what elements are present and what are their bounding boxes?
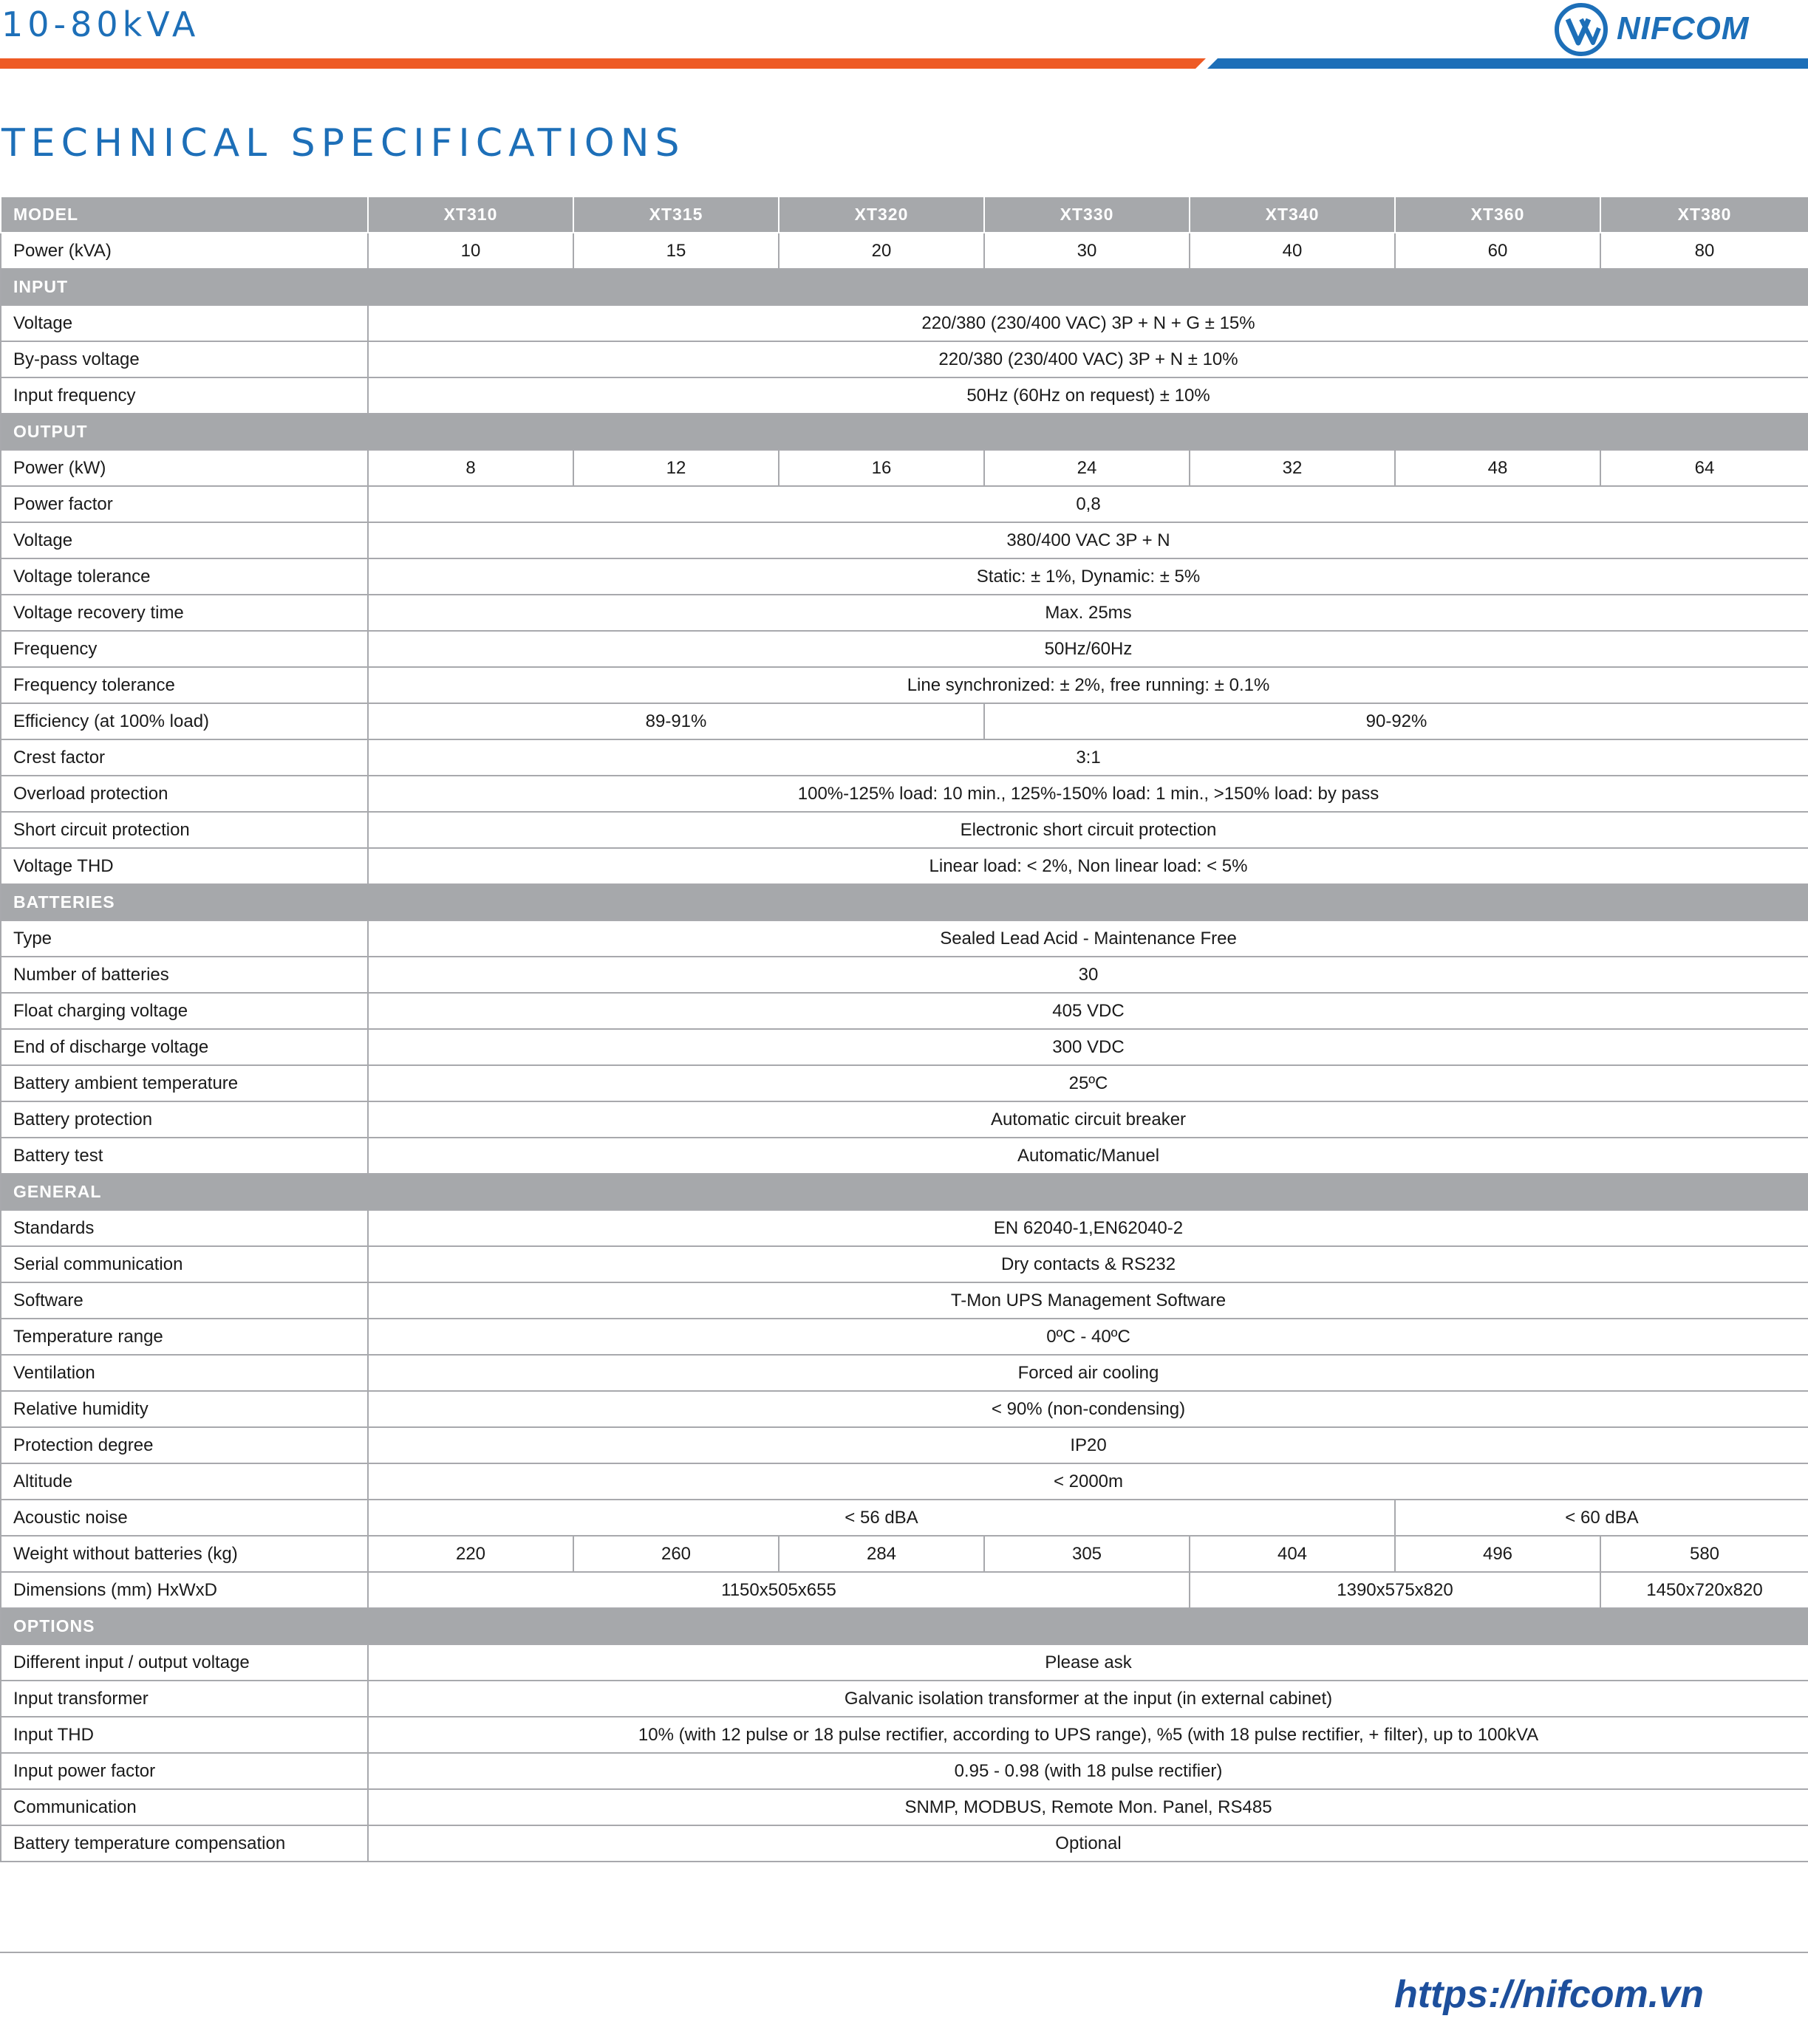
- table-row: [1, 341, 1808, 377]
- row-value: EN 62040-1,EN62040-2: [368, 1210, 1808, 1246]
- row-value: T-Mon UPS Management Software: [368, 1282, 1808, 1319]
- row-label: Communication: [1, 1789, 368, 1825]
- model-value: 48: [1395, 450, 1600, 486]
- row-label: Efficiency (at 100% load): [1, 703, 368, 739]
- row-value: Galvanic isolation transformer at the input (in external cabinet): [368, 1681, 1808, 1717]
- table-row: [1, 703, 1808, 739]
- table-row: [1, 1753, 1808, 1789]
- row-value: 89-91%: [368, 703, 984, 739]
- table-row: [1, 595, 1808, 631]
- row-label: Software: [1, 1282, 368, 1319]
- row-label: Serial communication: [1, 1246, 368, 1282]
- row-value: 0,8: [368, 486, 1808, 522]
- row-label: Power (kW): [1, 450, 368, 486]
- table-row: [1, 558, 1808, 595]
- section-title: BATTERIES: [1, 884, 1808, 920]
- model-value: 8: [368, 450, 573, 486]
- row-value: 90-92%: [984, 703, 1808, 739]
- row-label: By-pass voltage: [1, 341, 368, 377]
- row-value: 1390x575x820: [1190, 1572, 1600, 1608]
- section-header-row: [1, 269, 1808, 305]
- row-label: Battery ambient temperature: [1, 1065, 368, 1101]
- model-value: 12: [573, 450, 779, 486]
- row-value: 1450x720x820: [1600, 1572, 1808, 1608]
- row-value: 25ºC: [368, 1065, 1808, 1101]
- section-title: GENERAL: [1, 1174, 1808, 1210]
- table-row: [1, 1282, 1808, 1319]
- row-label: Voltage recovery time: [1, 595, 368, 631]
- table-row: [1, 305, 1808, 341]
- row-value: < 90% (non-condensing): [368, 1391, 1808, 1427]
- row-label: Float charging voltage: [1, 993, 368, 1029]
- table-row: [1, 1644, 1808, 1681]
- table-row: [1, 1500, 1808, 1536]
- row-label: Dimensions (mm) HxWxD: [1, 1572, 368, 1608]
- table-row: [1, 667, 1808, 703]
- row-label: Battery protection: [1, 1101, 368, 1138]
- row-label: Ventilation: [1, 1355, 368, 1391]
- page-title: TECHNICAL SPECIFICATIONS: [1, 121, 686, 165]
- table-row: [1, 848, 1808, 884]
- row-label: End of discharge voltage: [1, 1029, 368, 1065]
- row-value: 10% (with 12 pulse or 18 pulse rectifier, according to UPS range), %5 (with 18 pulse rectifier, + filter), up to 100kVA: [368, 1717, 1808, 1753]
- table-row: [1, 1029, 1808, 1065]
- section-header-row: [1, 884, 1808, 920]
- row-label: Temperature range: [1, 1319, 368, 1355]
- row-label: Overload protection: [1, 776, 368, 812]
- table-row: [1, 1789, 1808, 1825]
- model-value: 16: [779, 450, 984, 486]
- model-header: XT330: [984, 196, 1190, 233]
- row-label: Protection degree: [1, 1427, 368, 1463]
- row-label: Relative humidity: [1, 1391, 368, 1427]
- row-value: Dry contacts & RS232: [368, 1246, 1808, 1282]
- row-value: 0ºC - 40ºC: [368, 1319, 1808, 1355]
- logo-mark-icon: [1552, 0, 1611, 59]
- row-value: 100%-125% load: 10 min., 125%-150% load: 1 min., >150% load: by pass: [368, 776, 1808, 812]
- model-header: XT380: [1600, 196, 1808, 233]
- model-value: 260: [573, 1536, 779, 1572]
- row-label: Input frequency: [1, 377, 368, 414]
- row-value: IP20: [368, 1427, 1808, 1463]
- row-label: Frequency: [1, 631, 368, 667]
- row-label: Short circuit protection: [1, 812, 368, 848]
- table-row: [1, 920, 1808, 957]
- row-value: Electronic short circuit protection: [368, 812, 1808, 848]
- product-range-title: 10-80kVA: [1, 4, 200, 44]
- row-value: Max. 25ms: [368, 595, 1808, 631]
- row-value: 1150x505x655: [368, 1572, 1190, 1608]
- row-value: < 2000m: [368, 1463, 1808, 1500]
- row-value: 300 VDC: [368, 1029, 1808, 1065]
- row-label: Different input / output voltage: [1, 1644, 368, 1681]
- footer-divider: [0, 1952, 1808, 1953]
- table-row: [1, 1391, 1808, 1427]
- row-label: Input THD: [1, 1717, 368, 1753]
- table-row: [1, 739, 1808, 776]
- row-value: < 60 dBA: [1395, 1500, 1808, 1536]
- model-header-label: MODEL: [1, 196, 368, 233]
- row-label: Standards: [1, 1210, 368, 1246]
- row-label: Weight without batteries (kg): [1, 1536, 368, 1572]
- table-row: [1, 1101, 1808, 1138]
- row-value: 0.95 - 0.98 (with 18 pulse rectifier): [368, 1753, 1808, 1789]
- row-value: SNMP, MODBUS, Remote Mon. Panel, RS485: [368, 1789, 1808, 1825]
- section-header-row: [1, 1174, 1808, 1210]
- table-row: [1, 631, 1808, 667]
- logo-wordmark: NIFCOM: [1617, 10, 1750, 47]
- row-value: Line synchronized: ± 2%, free running: ± 0.1%: [368, 667, 1808, 703]
- row-value: 220/380 (230/400 VAC) 3P + N + G ± 15%: [368, 305, 1808, 341]
- section-title: OUTPUT: [1, 414, 1808, 450]
- table-row: [1, 957, 1808, 993]
- row-label: Power factor: [1, 486, 368, 522]
- row-value: 380/400 VAC 3P + N: [368, 522, 1808, 558]
- model-value: 284: [779, 1536, 984, 1572]
- nifcom-logo: [1552, 0, 1773, 59]
- row-label: Altitude: [1, 1463, 368, 1500]
- row-value: 50Hz (60Hz on request) ± 10%: [368, 377, 1808, 414]
- row-label: Input transformer: [1, 1681, 368, 1717]
- model-value: 60: [1395, 233, 1600, 269]
- row-value: 3:1: [368, 739, 1808, 776]
- row-label: Voltage: [1, 522, 368, 558]
- table-row: [1, 1246, 1808, 1282]
- table-row: [1, 1210, 1808, 1246]
- table-row: [1, 486, 1808, 522]
- table-row: [1, 1572, 1808, 1608]
- row-label: Battery test: [1, 1138, 368, 1174]
- website-link[interactable]: https://nifcom.vn: [1394, 1973, 1704, 2016]
- table-row: [1, 233, 1808, 269]
- model-value: 80: [1600, 233, 1808, 269]
- row-label: Voltage tolerance: [1, 558, 368, 595]
- model-header: XT310: [368, 196, 573, 233]
- table-row: [1, 1463, 1808, 1500]
- table-row: [1, 1355, 1808, 1391]
- model-value: 64: [1600, 450, 1808, 486]
- table-row: [1, 522, 1808, 558]
- table-row: [1, 812, 1808, 848]
- model-value: 20: [779, 233, 984, 269]
- model-value: 496: [1395, 1536, 1600, 1572]
- table-row: [1, 377, 1808, 414]
- row-label: Crest factor: [1, 739, 368, 776]
- header-orange-bar: [0, 58, 1206, 69]
- row-label: Voltage THD: [1, 848, 368, 884]
- model-header: XT360: [1395, 196, 1600, 233]
- row-value: Please ask: [368, 1644, 1808, 1681]
- row-value: Automatic circuit breaker: [368, 1101, 1808, 1138]
- model-value: 220: [368, 1536, 573, 1572]
- table-row: [1, 1536, 1808, 1572]
- row-value: Linear load: < 2%, Non linear load: < 5%: [368, 848, 1808, 884]
- row-value: Optional: [368, 1825, 1808, 1862]
- row-value: Automatic/Manuel: [368, 1138, 1808, 1174]
- header-blue-bar: [1207, 58, 1808, 69]
- row-value: 30: [368, 957, 1808, 993]
- section-header-row: [1, 1608, 1808, 1644]
- model-value: 580: [1600, 1536, 1808, 1572]
- model-value: 305: [984, 1536, 1190, 1572]
- table-row: [1, 1138, 1808, 1174]
- row-label: Battery temperature compensation: [1, 1825, 368, 1862]
- table-row: [1, 1319, 1808, 1355]
- row-label: Input power factor: [1, 1753, 368, 1789]
- section-title: OPTIONS: [1, 1608, 1808, 1644]
- row-value: 50Hz/60Hz: [368, 631, 1808, 667]
- row-value: < 56 dBA: [368, 1500, 1395, 1536]
- model-value: 404: [1190, 1536, 1395, 1572]
- table-row: [1, 1681, 1808, 1717]
- row-value: Forced air cooling: [368, 1355, 1808, 1391]
- table-row: [1, 196, 1808, 233]
- model-header: XT340: [1190, 196, 1395, 233]
- row-value: Sealed Lead Acid - Maintenance Free: [368, 920, 1808, 957]
- model-value: 30: [984, 233, 1190, 269]
- row-label: Acoustic noise: [1, 1500, 368, 1536]
- row-value: 405 VDC: [368, 993, 1808, 1029]
- model-value: 32: [1190, 450, 1395, 486]
- table-row: [1, 1065, 1808, 1101]
- section-header-row: [1, 414, 1808, 450]
- section-title: INPUT: [1, 269, 1808, 305]
- model-header: XT320: [779, 196, 984, 233]
- row-label: Frequency tolerance: [1, 667, 368, 703]
- table-row: [1, 1427, 1808, 1463]
- model-value: 15: [573, 233, 779, 269]
- model-header: XT315: [573, 196, 779, 233]
- row-label: Voltage: [1, 305, 368, 341]
- spec-table: [0, 196, 1808, 1862]
- model-value: 40: [1190, 233, 1395, 269]
- table-row: [1, 776, 1808, 812]
- row-value: Static: ± 1%, Dynamic: ± 5%: [368, 558, 1808, 595]
- row-label: Number of batteries: [1, 957, 368, 993]
- table-row: [1, 1717, 1808, 1753]
- model-value: 10: [368, 233, 573, 269]
- table-row: [1, 450, 1808, 486]
- row-label: Type: [1, 920, 368, 957]
- row-label: Power (kVA): [1, 233, 368, 269]
- model-value: 24: [984, 450, 1190, 486]
- row-value: 220/380 (230/400 VAC) 3P + N ± 10%: [368, 341, 1808, 377]
- table-row: [1, 1825, 1808, 1862]
- table-row: [1, 993, 1808, 1029]
